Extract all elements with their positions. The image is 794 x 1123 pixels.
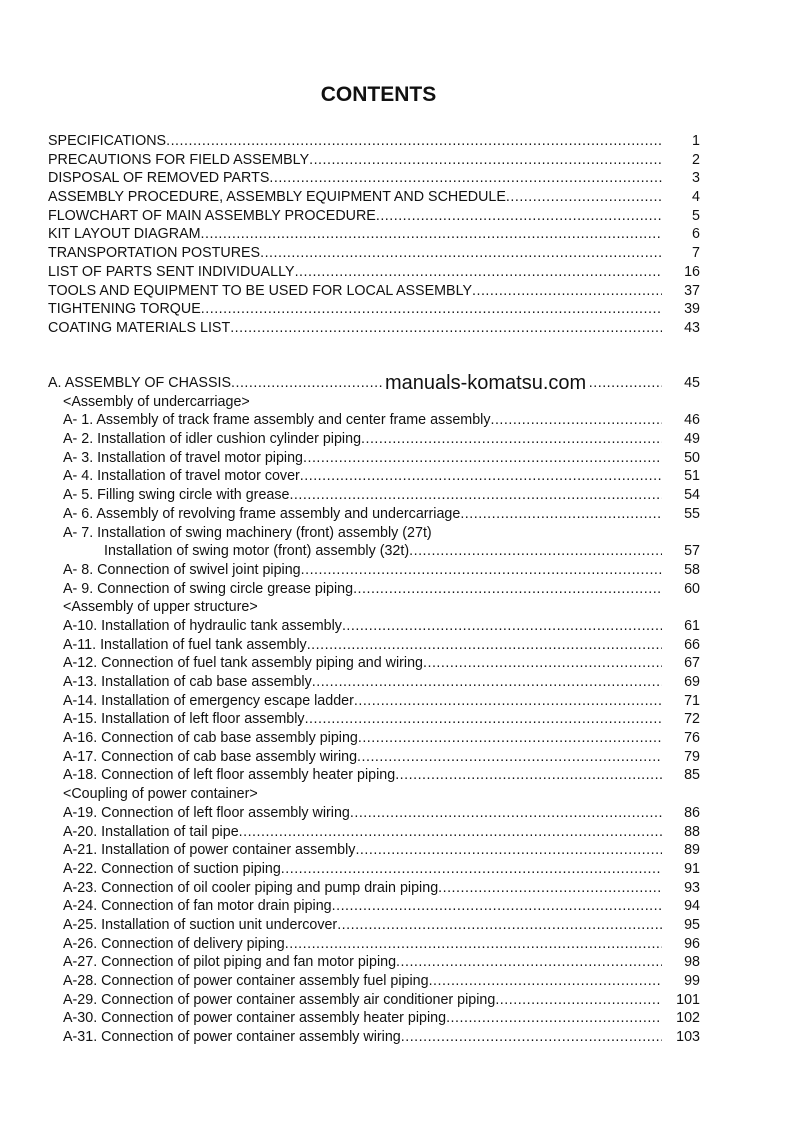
toc-entry[interactable]	[48, 542, 700, 561]
toc-entry[interactable]	[48, 916, 700, 935]
toc-entry-label: PRECAUTIONS FOR FIELD ASSEMBLY	[48, 151, 310, 168]
toc-entry[interactable]	[48, 673, 700, 692]
dot-leader	[260, 244, 662, 263]
toc-page-number: 95	[684, 916, 700, 933]
toc-entry[interactable]	[48, 282, 700, 301]
toc-entry[interactable]	[48, 1028, 700, 1047]
toc-page-number: 98	[684, 954, 700, 971]
dot-leader	[303, 449, 662, 468]
dot-leader	[353, 580, 662, 599]
page-title: CONTENTS	[320, 83, 437, 106]
dot-leader	[301, 561, 662, 580]
toc-page-number: 51	[684, 468, 700, 485]
toc-entry[interactable]	[48, 860, 700, 879]
toc-page-number: 54	[684, 487, 700, 504]
dot-leader	[401, 1028, 662, 1047]
toc-entry-label: <Coupling of power container>	[63, 786, 258, 803]
dot-leader	[354, 692, 662, 711]
toc-page-number: 67	[684, 655, 700, 672]
dot-leader	[376, 207, 662, 226]
toc-page-number: 50	[684, 449, 700, 466]
dot-leader	[423, 654, 662, 673]
toc-entry[interactable]	[48, 654, 700, 673]
toc-page-number: 96	[684, 935, 700, 952]
toc-entry-label: A. ASSEMBLY OF CHASSIS	[48, 375, 232, 391]
toc-entry-label: A-21. Installation of power container assembly	[63, 842, 356, 859]
toc-entry[interactable]	[48, 374, 700, 393]
toc-page-number: 3	[692, 170, 700, 187]
dot-leader	[350, 804, 662, 823]
dot-leader	[166, 132, 662, 151]
watermark: manuals-komatsu.com	[385, 372, 587, 394]
toc-entry-label: A-15. Installation of left floor assembly	[63, 711, 305, 728]
dot-leader	[472, 282, 662, 301]
toc-entry[interactable]	[48, 729, 700, 748]
toc-entry[interactable]	[48, 804, 700, 823]
dot-leader	[490, 411, 662, 430]
toc-entry-label: Installation of swing motor (front) assembly (32t)	[104, 543, 410, 560]
toc-entry-label: A- 5. Filling swing circle with grease	[63, 487, 290, 504]
dot-leader	[361, 430, 662, 449]
toc-entry[interactable]	[48, 505, 700, 524]
toc-entry[interactable]	[48, 972, 700, 991]
toc-entry[interactable]	[48, 244, 700, 263]
toc-entry-label: A-27. Connection of pilot piping and fan motor piping	[63, 954, 397, 971]
toc-entry-label: A-23. Connection of oil cooler piping and pump drain piping	[63, 879, 439, 896]
toc-entry-label: A-10. Installation of hydraulic tank assembly	[63, 617, 342, 634]
toc-entry-label: A- 1. Assembly of track frame assembly and center frame assembly	[63, 412, 491, 429]
toc-entry-label: DISPOSAL OF REMOVED PARTS	[48, 170, 270, 187]
toc-entry-label: TRANSPORTATION POSTURES	[48, 245, 261, 262]
toc-heading	[48, 598, 700, 617]
toc-page-number: 58	[684, 561, 700, 578]
toc-page-number: 94	[684, 898, 700, 915]
toc-entry-label: A- 6. Assembly of revolving frame assembly and undercarriage	[63, 505, 461, 522]
toc-entry[interactable]	[48, 953, 700, 972]
dot-leader	[289, 486, 662, 505]
toc-entry[interactable]	[48, 430, 700, 449]
toc-page-number: 6	[692, 226, 700, 243]
dot-leader	[438, 879, 662, 898]
toc-entry[interactable]	[48, 225, 700, 244]
toc-page-number: 102	[676, 1010, 700, 1027]
dot-leader	[305, 710, 662, 729]
toc-page-number: 66	[684, 636, 700, 653]
dot-leader	[358, 729, 662, 748]
toc-entry[interactable]	[48, 300, 700, 319]
toc-entry-label: A-31. Connection of power container assembly wiring	[63, 1029, 401, 1046]
toc-entry-label: A- 3. Installation of travel motor piping	[63, 449, 303, 466]
toc-entry-label: <Assembly of upper structure>	[63, 599, 258, 616]
toc-entry[interactable]	[48, 692, 700, 711]
toc-page-number: 45	[684, 375, 700, 391]
general-contents-list	[48, 132, 700, 338]
dot-leader	[396, 953, 662, 972]
toc-entry[interactable]	[48, 263, 700, 282]
dot-leader	[201, 300, 662, 319]
dot-leader	[357, 748, 662, 767]
toc-page-number: 89	[684, 842, 700, 859]
toc-entry[interactable]	[48, 449, 700, 468]
toc-entry-label: A-12. Connection of fuel tank assembly piping and wiring	[63, 655, 424, 672]
toc-page-number: 103	[676, 1029, 700, 1046]
toc-page-number: 76	[684, 730, 700, 747]
toc-page-number: 85	[684, 767, 700, 784]
dot-leader	[395, 766, 662, 785]
toc-entry-label: A-18. Connection of left floor assembly heater piping	[63, 767, 396, 784]
toc-entry[interactable]	[48, 411, 700, 430]
toc-entry[interactable]	[48, 580, 700, 599]
toc-page-number: 49	[684, 431, 700, 448]
toc-page-number: 46	[684, 412, 700, 429]
dot-leader	[429, 972, 662, 991]
toc-entry-label: A-22. Connection of suction piping	[63, 860, 281, 877]
toc-entry-label: A-16. Connection of cab base assembly piping	[63, 730, 358, 747]
dot-leader	[460, 505, 662, 524]
toc-page-number: 37	[684, 282, 700, 299]
toc-page-number: 79	[684, 748, 700, 765]
dot-leader	[337, 916, 662, 935]
dot-leader	[201, 225, 662, 244]
dot-leader	[495, 991, 662, 1010]
toc-page-number: 4	[692, 189, 700, 206]
toc-entry-label: TOOLS AND EQUIPMENT TO BE USED FOR LOCAL ASSEMBLY	[48, 282, 472, 299]
toc-entry[interactable]	[48, 636, 700, 655]
dot-leader	[269, 169, 662, 188]
toc-page-number: 61	[684, 617, 700, 634]
toc-entry[interactable]	[48, 132, 700, 151]
toc-entry-label: A-24. Connection of fan motor drain piping	[63, 898, 332, 915]
toc-page-number: 16	[684, 263, 700, 280]
dot-leader	[285, 935, 662, 954]
toc-entry-label: A- 4. Installation of travel motor cover	[63, 468, 300, 485]
toc-heading	[48, 785, 700, 804]
toc-entry-label: A- 2. Installation of idler cushion cylinder piping	[63, 431, 362, 448]
toc-heading	[48, 524, 700, 543]
toc-entry[interactable]	[48, 207, 700, 226]
toc-page-number: 39	[684, 301, 700, 318]
toc-page-number: 43	[684, 319, 700, 336]
dot-leader	[307, 636, 662, 655]
dot-leader	[446, 1009, 662, 1028]
toc-entry-label: LIST OF PARTS SENT INDIVIDUALLY	[48, 263, 295, 280]
toc-entry-label: A-26. Connection of delivery piping	[63, 935, 285, 952]
toc-entry-label: A- 8. Connection of swivel joint piping	[63, 561, 301, 578]
toc-entry-label: COATING MATERIALS LIST	[48, 319, 231, 336]
toc-entry-label: A- 9. Connection of swing circle grease piping	[63, 580, 354, 597]
toc-page-number: 1	[692, 133, 700, 149]
toc-entry[interactable]	[48, 169, 700, 188]
toc-entry-label: <Assembly of undercarriage>	[63, 393, 250, 410]
toc-entry[interactable]	[48, 897, 700, 916]
toc-page-number: 72	[684, 711, 700, 728]
chassis-contents-list	[48, 374, 700, 1047]
toc-page-number: 69	[684, 674, 700, 690]
toc-page-number: 7	[692, 245, 700, 262]
toc-entry-label: TIGHTENING TORQUE	[48, 301, 201, 318]
toc-entry[interactable]	[48, 766, 700, 785]
dot-leader	[409, 542, 662, 561]
toc-entry[interactable]	[48, 1009, 700, 1028]
toc-page-number: 86	[684, 804, 700, 821]
toc-page-number: 60	[684, 580, 700, 597]
toc-entry-label: KIT LAYOUT DIAGRAM	[48, 226, 201, 243]
toc-entry[interactable]	[48, 841, 700, 860]
toc-entry[interactable]	[48, 486, 700, 505]
toc-page-number: 57	[684, 543, 700, 560]
toc-entry[interactable]	[48, 823, 700, 842]
dot-leader	[239, 823, 662, 842]
toc-entry-label: FLOWCHART OF MAIN ASSEMBLY PROCEDURE	[48, 207, 376, 224]
toc-page-number: 71	[684, 692, 700, 709]
toc-entry[interactable]	[48, 748, 700, 767]
toc-entry-label: A-28. Connection of power container assembly fuel piping	[63, 973, 429, 989]
toc-page-number: 88	[684, 823, 700, 840]
toc-entry-label: ASSEMBLY PROCEDURE, ASSEMBLY EQUIPMENT AND SCHEDULE	[48, 189, 506, 206]
toc-entry[interactable]	[48, 151, 700, 170]
toc-entry-label: A-30. Connection of power container assembly heater piping	[63, 1010, 447, 1027]
dot-leader	[355, 841, 662, 860]
dot-leader	[230, 319, 662, 338]
toc-entry[interactable]	[48, 467, 700, 486]
toc-entry-label: A-19. Connection of left floor assembly wiring	[63, 804, 350, 821]
toc-entry[interactable]	[48, 935, 700, 954]
toc-entry-label: A-17. Connection of cab base assembly wiring	[63, 748, 358, 765]
dot-leader	[309, 151, 662, 170]
toc-page-number: 101	[676, 991, 700, 1008]
toc-entry[interactable]	[48, 879, 700, 898]
toc-page-number: 2	[692, 151, 700, 168]
dot-leader	[332, 897, 662, 916]
toc-entry[interactable]	[48, 710, 700, 729]
toc-page-number: 91	[684, 860, 700, 877]
dot-leader	[281, 860, 662, 879]
toc-entry[interactable]	[48, 617, 700, 636]
toc-entry-label: A- 7. Installation of swing machinery (front) assembly (27t)	[63, 524, 432, 541]
dot-leader	[300, 467, 662, 486]
toc-entry-label: A-11. Installation of fuel tank assembly	[63, 636, 307, 653]
toc-entry-label: A-13. Installation of cab base assembly	[63, 674, 312, 690]
toc-entry-label: A-25. Installation of suction unit undercover	[63, 916, 338, 933]
toc-page-number: 5	[692, 207, 700, 224]
toc-entry[interactable]	[48, 561, 700, 580]
toc-entry-label: A-20. Installation of tail pipe	[63, 823, 239, 840]
dot-leader	[342, 617, 662, 636]
toc-entry-label: A-14. Installation of emergency escape ladder	[63, 692, 354, 709]
toc-entry-label: A-29. Connection of power container assembly air conditioner piping	[63, 991, 496, 1008]
toc-entry[interactable]	[48, 319, 700, 338]
dot-leader	[295, 263, 662, 282]
toc-entry[interactable]	[48, 991, 700, 1010]
toc-heading	[48, 393, 700, 412]
toc-page-number: 55	[684, 505, 700, 522]
dot-leader	[312, 673, 662, 692]
toc-entry[interactable]	[48, 188, 700, 207]
dot-leader	[506, 188, 662, 207]
toc-page-number: 99	[684, 973, 700, 989]
toc-page-number: 93	[684, 879, 700, 896]
toc-entry-label: SPECIFICATIONS	[48, 133, 167, 149]
